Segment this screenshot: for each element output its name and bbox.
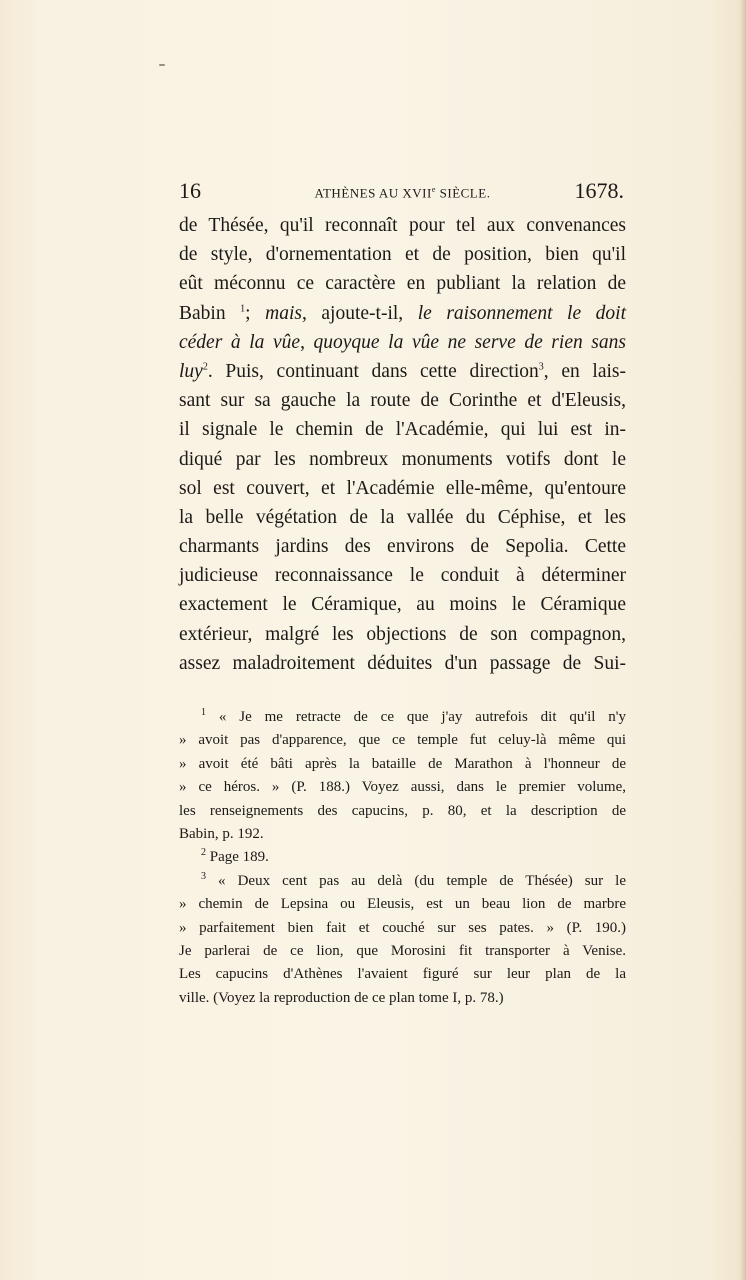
text-span: , ajoute-t-il, — [301, 302, 418, 324]
footnote-ref: 1 — [240, 303, 246, 315]
footnote-1-line: » avoit pas d'apparence, que ce temple fut celuy-là même qui — [179, 732, 626, 749]
footnote-2-line — [179, 846, 626, 869]
running-title-superscript: e — [431, 185, 436, 194]
text-line: sol est couvert, et l'Académie elle-même, qu'entoure — [179, 477, 626, 499]
footnote-3-mark: 3 — [201, 870, 206, 882]
text-line — [179, 299, 626, 328]
text-line: il signale le chemin de l'Académie, qui lui est in- — [179, 419, 626, 441]
footnote-1-line — [179, 706, 626, 729]
text-line: assez maladroitement déduites d'un passage de Sui- — [179, 652, 626, 674]
footnote-1-line: Babin, p. 192. — [179, 825, 264, 842]
header-year: 1678. — [574, 178, 624, 203]
text-line — [179, 357, 626, 386]
page-header — [179, 178, 626, 208]
italic-span: quoyque la vûe ne serve de rien sans — [313, 331, 626, 353]
footnote-1-line: » avoit été bâti après la bataille de Marathon à l'honneur de — [179, 755, 626, 772]
running-title — [179, 185, 626, 201]
footnote-2-mark: 2 — [201, 847, 206, 859]
paper-speck — [159, 64, 165, 66]
footnote-3-line: Je parlerai de ce lion, que Morosini fit transporter à Venise. — [179, 942, 626, 959]
footnote-text: « Je me retracte de ce que j'ay autrefois dit qu'il n'y — [218, 709, 626, 725]
text-line: judicieuse reconnaissance le conduit à déterminer — [179, 565, 626, 587]
text-line: de Thésée, qu'il reconnaît pour tel aux convenances — [179, 215, 626, 236]
footnote-3-line: Les capucins d'Athènes l'avaient figuré sur leur plan de la — [179, 966, 626, 983]
text-line: la belle végétation de la vallée du Céphise, et les — [179, 506, 626, 528]
text-line: eût méconnu ce caractère en publiant la relation de — [179, 273, 626, 295]
running-title-end: SIÈCLE. — [435, 185, 491, 201]
footnote-text: Page 189. — [209, 849, 269, 866]
italic-span: céder à la vûe — [179, 331, 301, 353]
main-text — [179, 211, 626, 678]
footnotes — [179, 706, 626, 1010]
footnote-3-line: ville. (Voyez la reproduction de ce plan tome I, p. 78.) — [179, 989, 504, 1006]
italic-span: mais — [265, 302, 302, 324]
footnote-3-line: » parfaitement bien fait et couché sur ses pates. » (P. 190.) — [179, 919, 626, 936]
italic-span: luy — [179, 360, 203, 382]
text-span: . Puis, continuant dans cette direction — [207, 360, 539, 382]
text-span: Babin — [179, 302, 241, 324]
footnote-1-line: » ce héros. » (P. 188.) Voyez aussi, dans le premier volume, — [179, 779, 626, 796]
text-line: charmants jardins des environs de Sepolia. Cette — [179, 536, 626, 558]
footnote-3-line — [179, 870, 626, 893]
text-span: ; — [245, 302, 266, 324]
text-line: de style, d'ornementation et de position, bien qu'il — [179, 244, 626, 266]
page-number: 16 — [179, 178, 201, 203]
italic-span: le raisonnement le doit — [417, 302, 627, 324]
text-line: extérieur, malgré les objections de son compagnon, — [179, 623, 626, 645]
footnote-1-line: les renseignements des capucins, p. 80, et la description de — [179, 802, 626, 819]
footnote-ref: 2 — [202, 361, 208, 373]
text-span: , — [300, 331, 314, 353]
page-edge-shadow — [740, 0, 746, 1280]
running-title-text: ATHÈNES AU XVII — [314, 185, 432, 201]
footnote-ref: 3 — [538, 361, 544, 373]
footnote-text: « Deux cent pas au delà (du temple de Thésée) sur le — [218, 872, 626, 889]
footnote-1-mark: 1 — [201, 707, 206, 718]
text-span: , en lais- — [543, 360, 627, 382]
text-line: exactement le Céramique, au moins le Céramique — [179, 594, 626, 616]
text-line: diqué par les nombreux monuments votifs dont le — [179, 448, 626, 470]
text-line: sant sur sa gauche la route de Corinthe et d'Eleusis, — [179, 390, 626, 412]
text-line — [179, 328, 626, 357]
footnote-3-line: » chemin de Lepsina ou Eleusis, est un beau lion de marbre — [179, 896, 626, 913]
